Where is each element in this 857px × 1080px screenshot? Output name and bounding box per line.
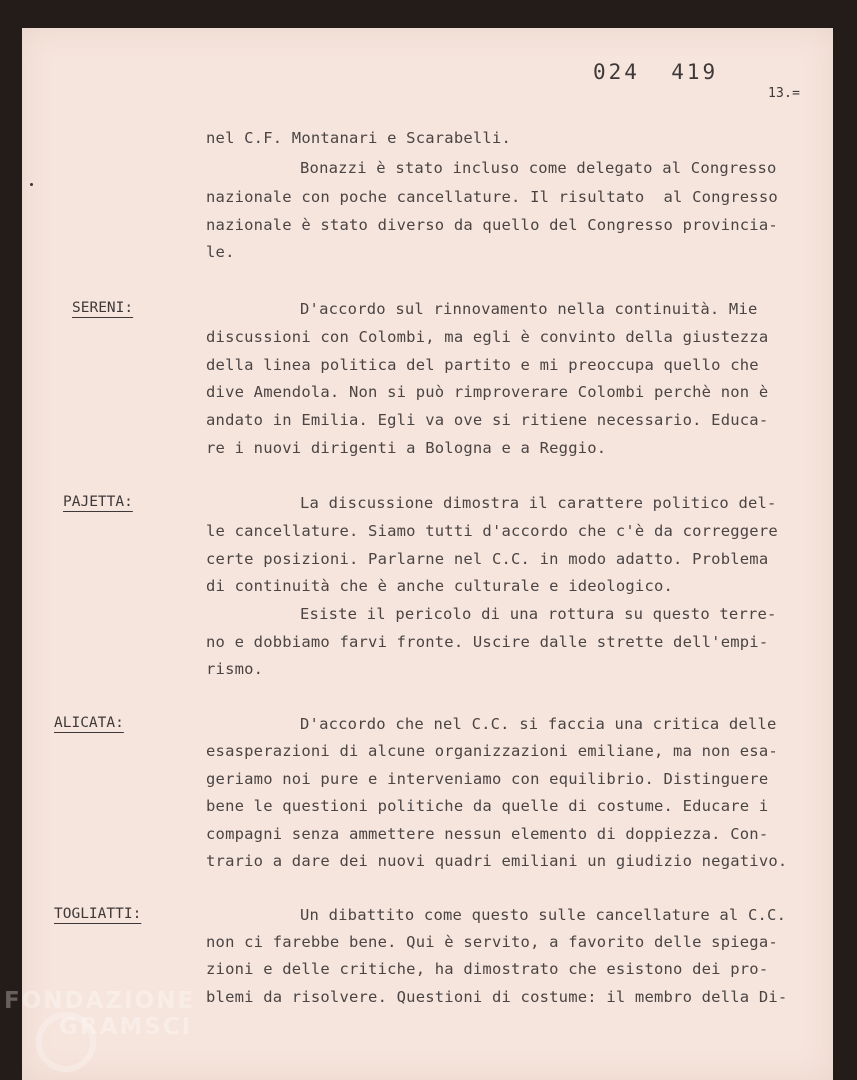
page-number: 13.= (768, 86, 801, 101)
text-line: D'accordo che nel C.C. si faccia una critica delle (300, 715, 777, 733)
text-line: non ci farebbe bene. Qui è servito, a favorito delle spiega- (206, 933, 778, 951)
margin-dot (30, 183, 33, 186)
text-line: blemi da risolvere. Questioni di costume: il membro della Di- (206, 988, 788, 1006)
text-line: le. (206, 243, 235, 261)
text-line: re i nuovi dirigenti a Bologna e a Reggio. (206, 439, 607, 457)
text-line: zioni e delle critiche, ha dimostrato che esistono dei pro- (206, 960, 769, 978)
text-line: rismo. (206, 660, 264, 678)
text-line: trario a dare dei nuovi quadri emiliani un giudizio negativo. (206, 852, 788, 870)
text-line: nel C.F. Montanari e Scarabelli. (206, 129, 512, 147)
text-line: discussioni con Colombi, ma egli è convinto della giustezza (206, 328, 769, 346)
text-line: le cancellature. Siamo tutti d'accordo che c'è da correggere (206, 522, 778, 540)
text-line: geriamo noi pure e interveniamo con equilibrio. Distinguere (206, 770, 769, 788)
text-line: Esiste il pericolo di una rottura su questo terre- (300, 605, 777, 623)
text-line: dive Amendola. Non si può rimproverare Colombi perchè non è (206, 383, 769, 401)
text-line: di continuità che è anche culturale e ideologico. (206, 577, 674, 595)
text-line: D'accordo sul rinnovamento nella continuità. Mie (300, 300, 758, 318)
speaker-label: PAJETTA: (63, 494, 133, 510)
speaker-label: SERENI: (72, 300, 134, 316)
speaker-label: TOGLIATTI: (54, 906, 142, 922)
text-line: compagni senza ammettere nessun elemento di doppiezza. Con- (206, 825, 769, 843)
text-line: bene le questioni politiche da quelle di costume. Educare i (206, 797, 769, 815)
speaker-label: ALICATA: (54, 715, 124, 731)
text-line: nazionale è stato diverso da quello del Congresso provincia- (206, 216, 778, 234)
archive-number: 024 419 (593, 60, 719, 84)
text-line: Un dibattito come questo sulle cancellature al C.C. (300, 906, 787, 924)
text-line: andato in Emilia. Egli va ove si ritiene necessario. Educa- (206, 411, 769, 429)
watermark (4, 988, 195, 1040)
text-line: certe posizioni. Parlarne nel C.C. in modo adatto. Problema (206, 550, 769, 568)
watermark-line2: GRAMSCI (59, 1014, 193, 1040)
text-line: nazionale con poche cancellature. Il risultato al Congresso (206, 188, 778, 206)
text-line: della linea politica del partito e mi preoccupa quello che (206, 356, 759, 374)
text-line: esasperazioni di alcune organizzazioni emiliane, ma non esa- (206, 742, 778, 760)
text-line: no e dobbiamo farvi fronte. Uscire dalle strette dell'empi- (206, 633, 769, 651)
text-line: La discussione dimostra il carattere politico del- (300, 494, 777, 512)
watermark-line1: FONDAZIONE (4, 988, 196, 1014)
text-line: Bonazzi è stato incluso come delegato al Congresso (300, 159, 777, 177)
